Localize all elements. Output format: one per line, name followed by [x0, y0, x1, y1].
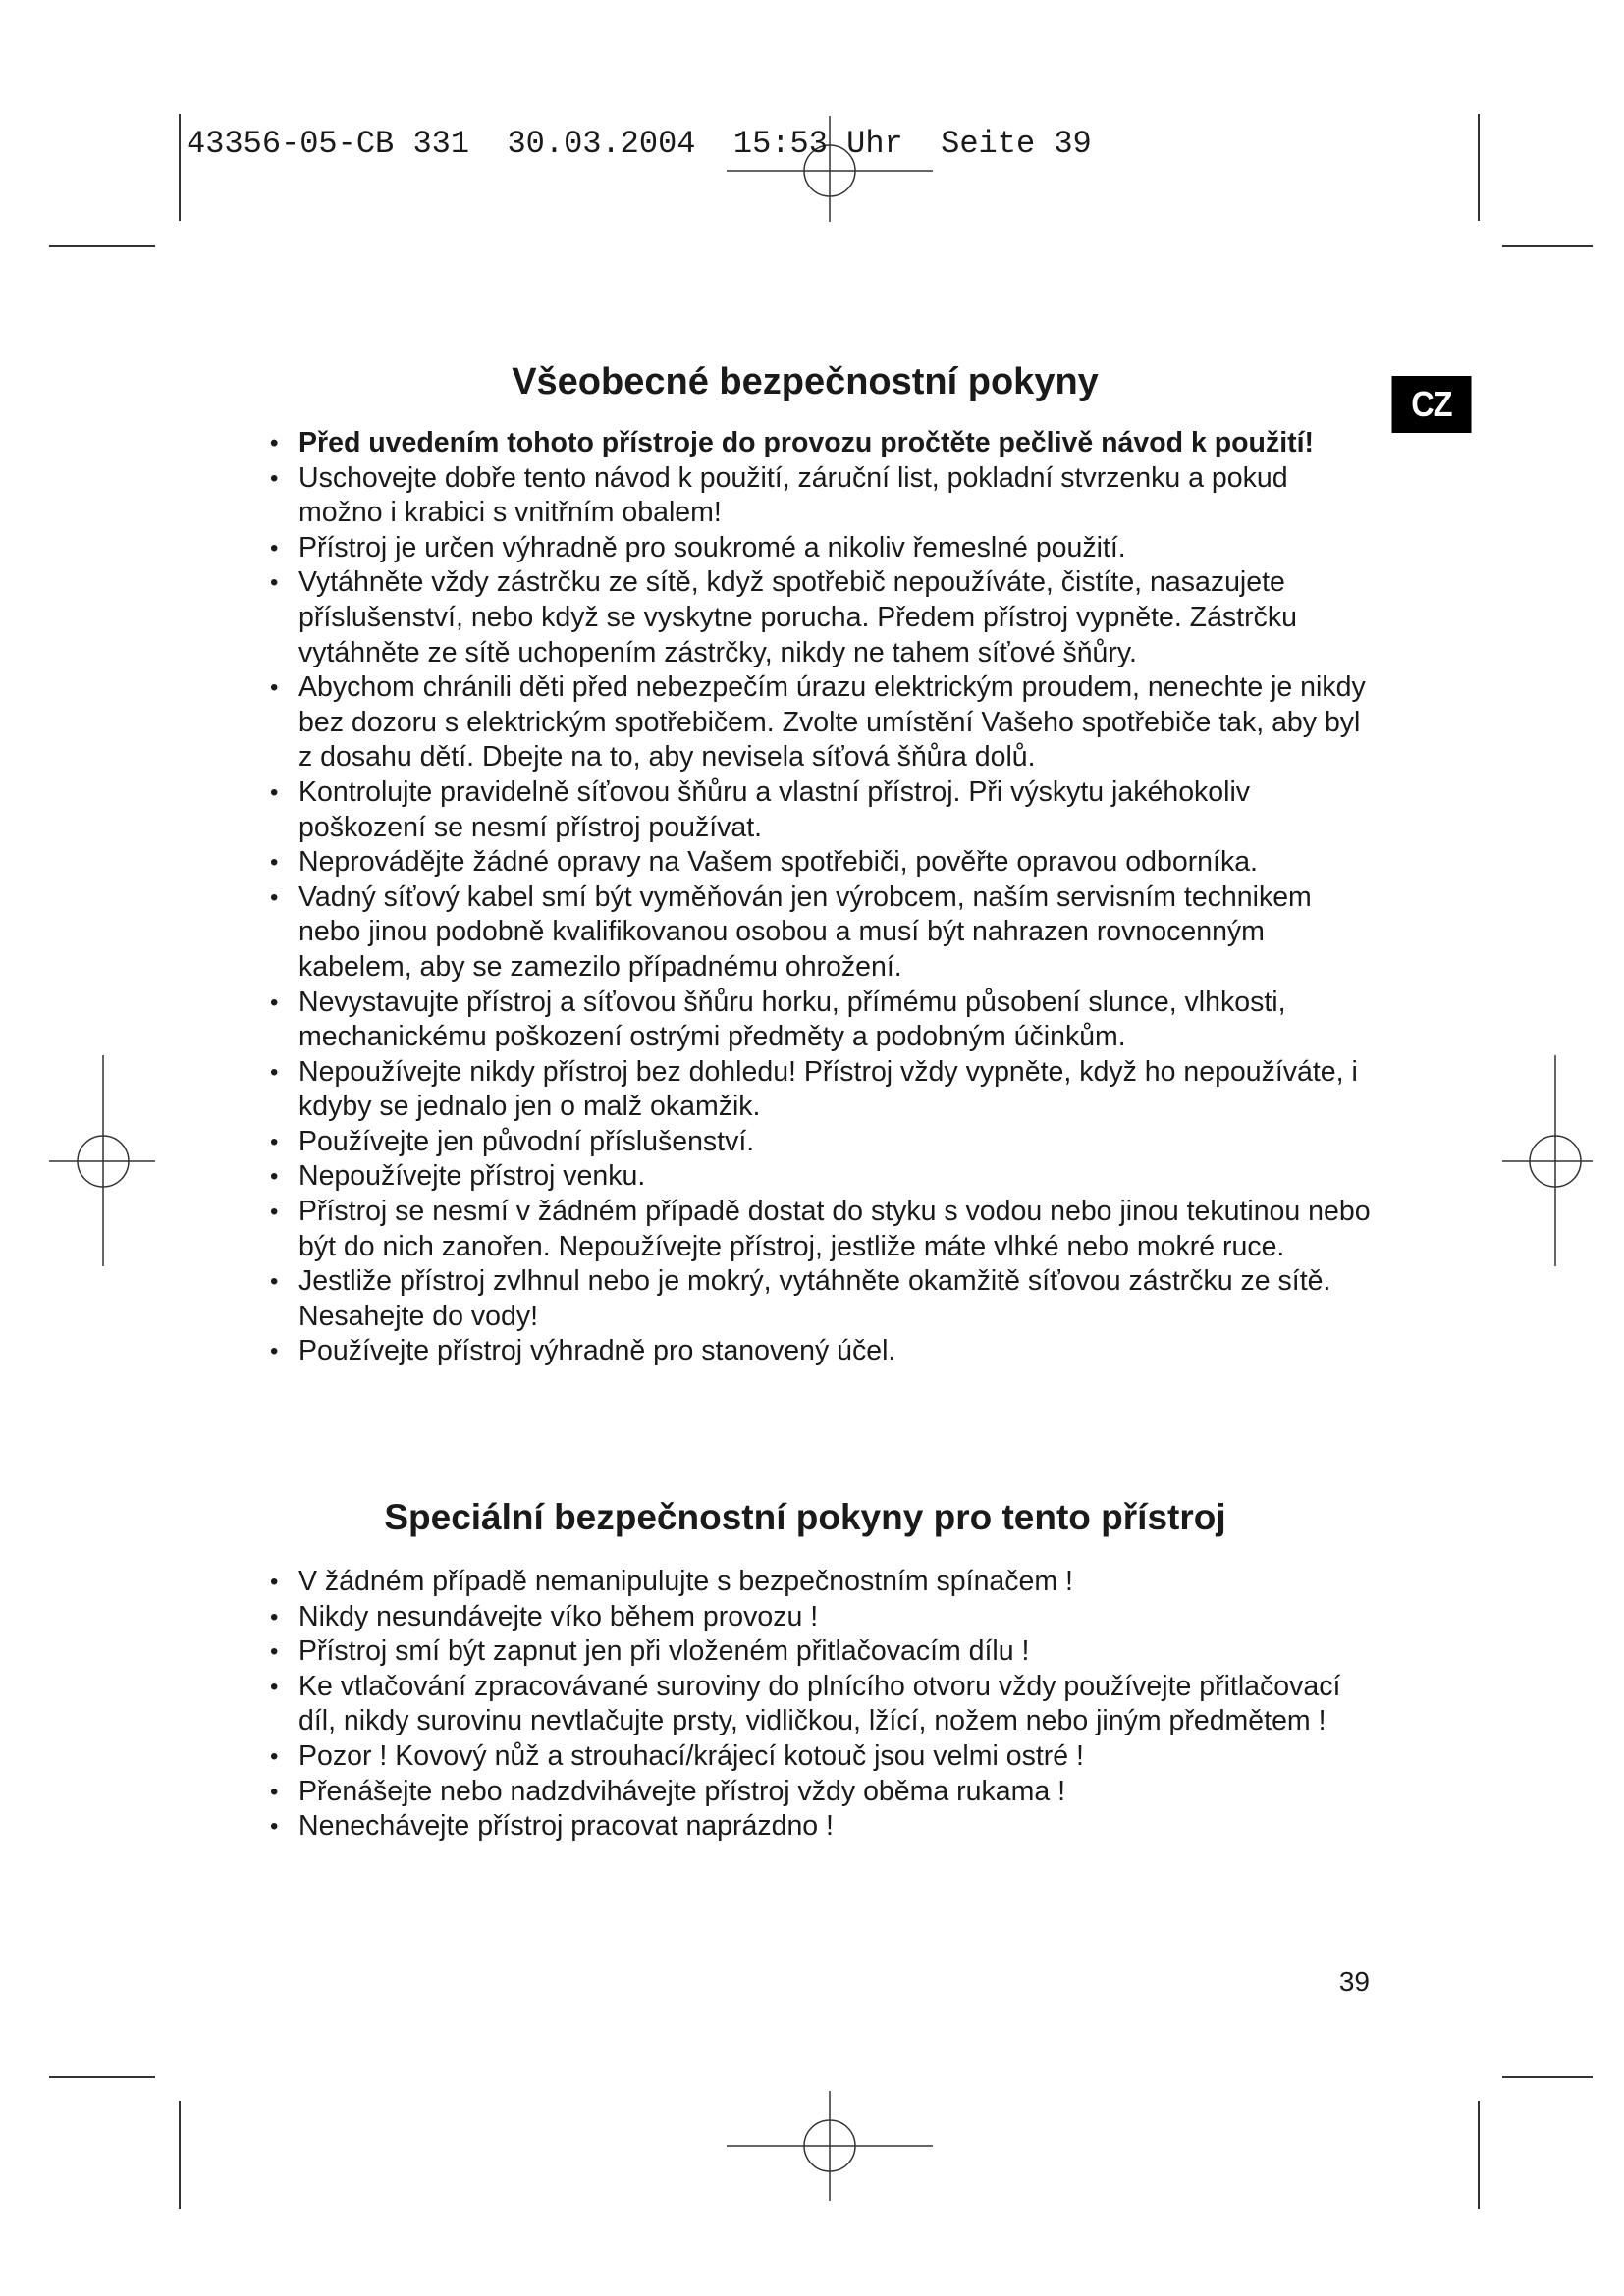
list-item: • Vadný síťový kabel smí být vyměňován jen výrobcem, naším servisním technikem nebo jinou podobně kvalifikovanou osobou a musí být nahrazen rovnocenným kabelem, aby se zamezilo případnému ohrožení. [265, 881, 1375, 986]
list-item: • Nepoužívejte nikdy přístroj bez dohledu! Přístroj vždy vypněte, když ho nepoužíváte, i kdyby se jednalo jen o malž okamžik. [265, 1055, 1375, 1125]
list-item: • Jestliže přístroj zvlhnul nebo je mokrý, vytáhněte okamžitě síťovou zástrčku ze sítě. Nesahejte do vody! [265, 1264, 1375, 1334]
list-item: • Pozor ! Kovový nůž a strouhací/krájecí kotouč jsou velmi ostré ! [265, 1739, 1375, 1775]
list-item: • V žádném případě nemanipulujte s bezpečnostním spínačem ! [265, 1565, 1375, 1600]
list-item: • Nepoužívejte přístroj venku. [265, 1159, 1375, 1195]
language-tab: CZ [1392, 376, 1472, 433]
general-safety-list [265, 426, 1375, 1369]
list-item: • Ke vtlačování zpracovávané suroviny do plnícího otvoru vždy používejte přitlačovací díl, nikdy surovinu nevtlačujte prsty, vidličkou, lžící, nožem nebo jiným předmětem ! [265, 1670, 1375, 1739]
list-item: • Používejte přístroj výhradně pro stanovený účel. [265, 1334, 1375, 1369]
list-item: • Uschovejte dobře tento návod k použití, záruční list, pokladní stvrzenku a pokud možno i krabici s vnitřním obalem! [265, 461, 1375, 531]
list-item: • Nenechávejte přístroj pracovat naprázdno ! [265, 1809, 1375, 1844]
list-item: • Používejte jen původní příslušenství. [265, 1125, 1375, 1160]
page-number: 39 [1338, 1966, 1370, 1997]
list-item: • Před uvedením tohoto přístroje do provozu pročtěte pečlivě návod k použití! [265, 426, 1375, 461]
list-item: • Kontrolujte pravidelně síťovou šňůru a vlastní přístroj. Při výskytu jakéhokoliv poškození se nesmí přístroj používat. [265, 775, 1375, 845]
list-item: • Přenášejte nebo nadzdvihávejte přístroj vždy oběma rukama ! [265, 1775, 1375, 1810]
section-title-special-safety: Speciální bezpečnostní pokyny pro tento přístroj [384, 1497, 1226, 1537]
list-item: • Vytáhněte vždy zástrčku ze sítě, když spotřebič nepoužíváte, čistíte, nasazujete příslušenství, nebo když se vyskytne porucha. Předem přístroj vypněte. Zástrčku vytáhněte ze sítě uchopením zástrčky, nikdy ne tahem síťové šňůry. [265, 565, 1375, 670]
list-item: • Abychom chránili děti před nebezpečím úrazu elektrickým proudem, nenechte je nikdy bez dozoru s elektrickým spotřebičem. Zvolte umístění Vašeho spotřebiče tak, aby byl z dosahu dětí. Dbejte na to, aby nevisela síťová šňůra dolů. [265, 670, 1375, 775]
print-header: 43356-05-CB 331 30.03.2004 15:53 Uhr Seite 39 [187, 126, 1092, 162]
list-item: • Přístroj se nesmí v žádném případě dostat do styku s vodou nebo jinou tekutinou nebo být do nich zanořen. Nepoužívejte přístroj, jestliže máte vlhké nebo mokré ruce. [265, 1195, 1375, 1264]
section-title-general-safety: Všeobecné bezpečnostní pokyny [512, 361, 1099, 402]
list-item: • Přístroj smí být zapnut jen při vloženém přitlačovacím dílu ! [265, 1634, 1375, 1670]
list-item: • Nikdy nesundávejte víko během provozu ! [265, 1600, 1375, 1635]
list-item: • Přístroj je určen výhradně pro soukromé a nikoliv řemeslné použití. [265, 531, 1375, 566]
list-item: • Nevystavujte přístroj a síťovou šňůru horku, přímému působení slunce, vlhkosti, mechanickému poškození ostrými předměty a podobným účinkům. [265, 986, 1375, 1055]
list-item: • Neprovádějte žádné opravy na Vašem spotřebiči, pověřte opravou odborníka. [265, 845, 1375, 881]
special-safety-list [265, 1565, 1375, 1844]
